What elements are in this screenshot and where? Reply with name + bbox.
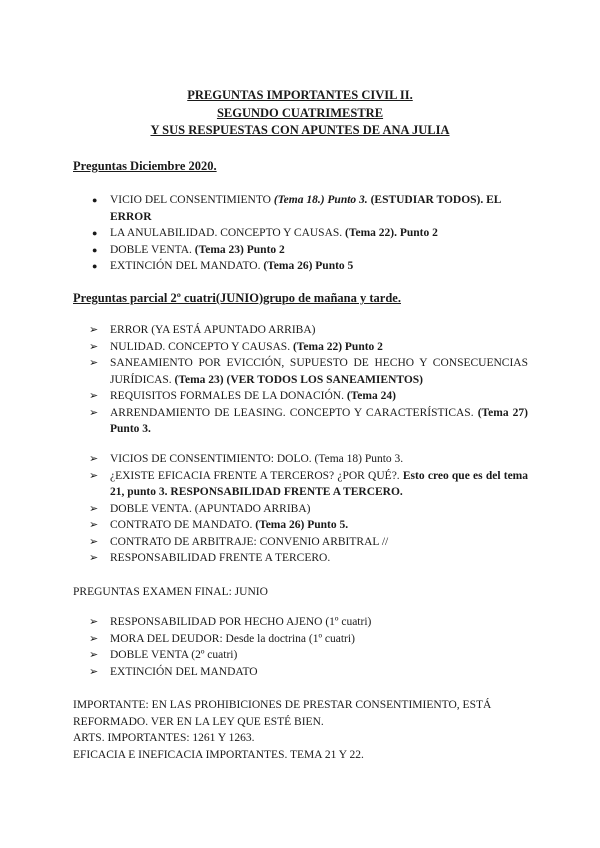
note-line-4: EFICACIA E INEFICACIA IMPORTANTES. TEMA 21 Y 22. bbox=[73, 748, 364, 761]
arrow-bullet-icon: ➢ bbox=[89, 535, 99, 548]
arrow-bullet-icon: ➢ bbox=[89, 324, 99, 336]
note-line-3: ARTS. IMPORTANTES: 1261 Y 1263. bbox=[73, 732, 255, 744]
arrow-bullet-icon: ➢ bbox=[89, 616, 99, 628]
list-item: ➢ DOBLE VENTA (2º cuatri) bbox=[0, 647, 528, 664]
arrow-bullet-icon: ➢ bbox=[89, 665, 99, 678]
bullet-dot-icon: ● bbox=[92, 228, 98, 238]
title-line-3: Y SUS RESPUESTAS CON APUNTES DE ANA JULIA bbox=[150, 123, 450, 137]
list-item: ➢ RESPONSABILIDAD FRENTE A TERCERO. bbox=[0, 550, 528, 567]
list-item: ➢ DOBLE VENTA. (APUNTADO ARRIBA) bbox=[0, 501, 528, 518]
list-item: ● EXTINCIÓN DEL MANDATO. (Tema 26) Punto 5 bbox=[0, 258, 528, 275]
list-item: ➢ CONTRATO DE ARBITRAJE: CONVENIO ARBITRAL // bbox=[0, 534, 528, 551]
document-title bbox=[0, 87, 600, 140]
list-item: ➢ REQUISITOS FORMALES DE LA DONACIÓN. (Tema 24) bbox=[0, 388, 528, 405]
note-line-2: REFORMADO. VER EN LA LEY QUE ESTÉ BIEN. bbox=[73, 715, 324, 728]
bullet-dot-icon: ● bbox=[92, 261, 98, 271]
arrow-bullet-icon: ➢ bbox=[89, 502, 99, 515]
notes-block bbox=[73, 697, 491, 763]
list-item: ● DOBLE VENTA. (Tema 23) Punto 2 bbox=[0, 242, 528, 259]
arrow-bullet-icon: ➢ bbox=[89, 357, 99, 369]
parcial-list-a bbox=[0, 322, 600, 438]
list-item: ➢ SANEAMIENTO POR EVICCIÓN, SUPUESTO DE HECHO Y CONSECUENCIAS JURÍDICAS. (Tema 23) (VER TODOS LOS SANEAMIENTOS) bbox=[89, 357, 528, 386]
section-final-heading: PREGUNTAS EXAMEN FINAL: JUNIO bbox=[73, 586, 268, 598]
list-item: ➢ MORA DEL DEUDOR: Desde la doctrina (1º cuatri) bbox=[0, 631, 528, 648]
diciembre-list bbox=[0, 192, 600, 275]
note-line-1: IMPORTANTE: EN LAS PROHIBICIONES DE PRESTAR CONSENTIMIENTO, ESTÁ bbox=[73, 699, 492, 711]
arrow-bullet-icon: ➢ bbox=[89, 469, 99, 482]
section-diciembre-heading: Preguntas Diciembre 2020. bbox=[73, 159, 217, 173]
arrow-bullet-icon: ➢ bbox=[89, 390, 99, 402]
list-item: ● VICIO DEL CONSENTIMIENTO (Tema 18.) Punto 3. (ESTUDIAR TODOS). EL ERROR bbox=[92, 194, 501, 223]
list-item: ➢ ERROR (YA ESTÁ APUNTADO ARRIBA) bbox=[0, 322, 528, 339]
list-item: ➢ NULIDAD. CONCEPTO Y CAUSAS. (Tema 22) Punto 2 bbox=[0, 339, 528, 356]
parcial-list-b bbox=[0, 451, 600, 567]
arrow-bullet-icon: ➢ bbox=[89, 632, 99, 645]
arrow-bullet-icon: ➢ bbox=[89, 519, 99, 531]
section-parcial-heading: Preguntas parcial 2º cuatri(JUNIO)grupo de mañana y tarde. bbox=[73, 291, 401, 305]
list-item: ➢ EXTINCIÓN DEL MANDATO bbox=[0, 664, 528, 681]
list-item: ➢ ¿EXISTE EFICACIA FRENTE A TERCEROS? ¿POR QUÉ?. Esto creo que es del tema 21, punto 3. RESPONSABILIDAD FRENTE A TERCERO. bbox=[89, 469, 528, 498]
arrow-bullet-icon: ➢ bbox=[89, 406, 99, 419]
arrow-bullet-icon: ➢ bbox=[89, 453, 99, 465]
bullet-dot-icon: ● bbox=[92, 195, 98, 205]
arrow-bullet-icon: ➢ bbox=[89, 340, 99, 353]
list-item: ➢ VICIOS DE CONSENTIMIENTO: DOLO. (Tema 18) Punto 3. bbox=[0, 451, 528, 468]
final-list bbox=[0, 614, 600, 680]
list-item: ➢ RESPONSABILIDAD POR HECHO AJENO (1º cuatri) bbox=[0, 614, 528, 631]
list-item: ➢ CONTRATO DE MANDATO. (Tema 26) Punto 5. bbox=[0, 517, 528, 534]
list-item: ● LA ANULABILIDAD. CONCEPTO Y CAUSAS. (Tema 22). Punto 2 bbox=[0, 225, 528, 242]
arrow-bullet-icon: ➢ bbox=[89, 552, 99, 564]
bullet-dot-icon: ● bbox=[92, 244, 98, 255]
list-item: ➢ ARRENDAMIENTO DE LEASING. CONCEPTO Y CARACTERÍSTICAS. (Tema 27) Punto 3. bbox=[89, 406, 528, 435]
arrow-bullet-icon: ➢ bbox=[89, 649, 99, 661]
title-line-1: PREGUNTAS IMPORTANTES CIVIL II. bbox=[187, 88, 413, 102]
title-line-2: SEGUNDO CUATRIMESTRE bbox=[216, 105, 384, 120]
